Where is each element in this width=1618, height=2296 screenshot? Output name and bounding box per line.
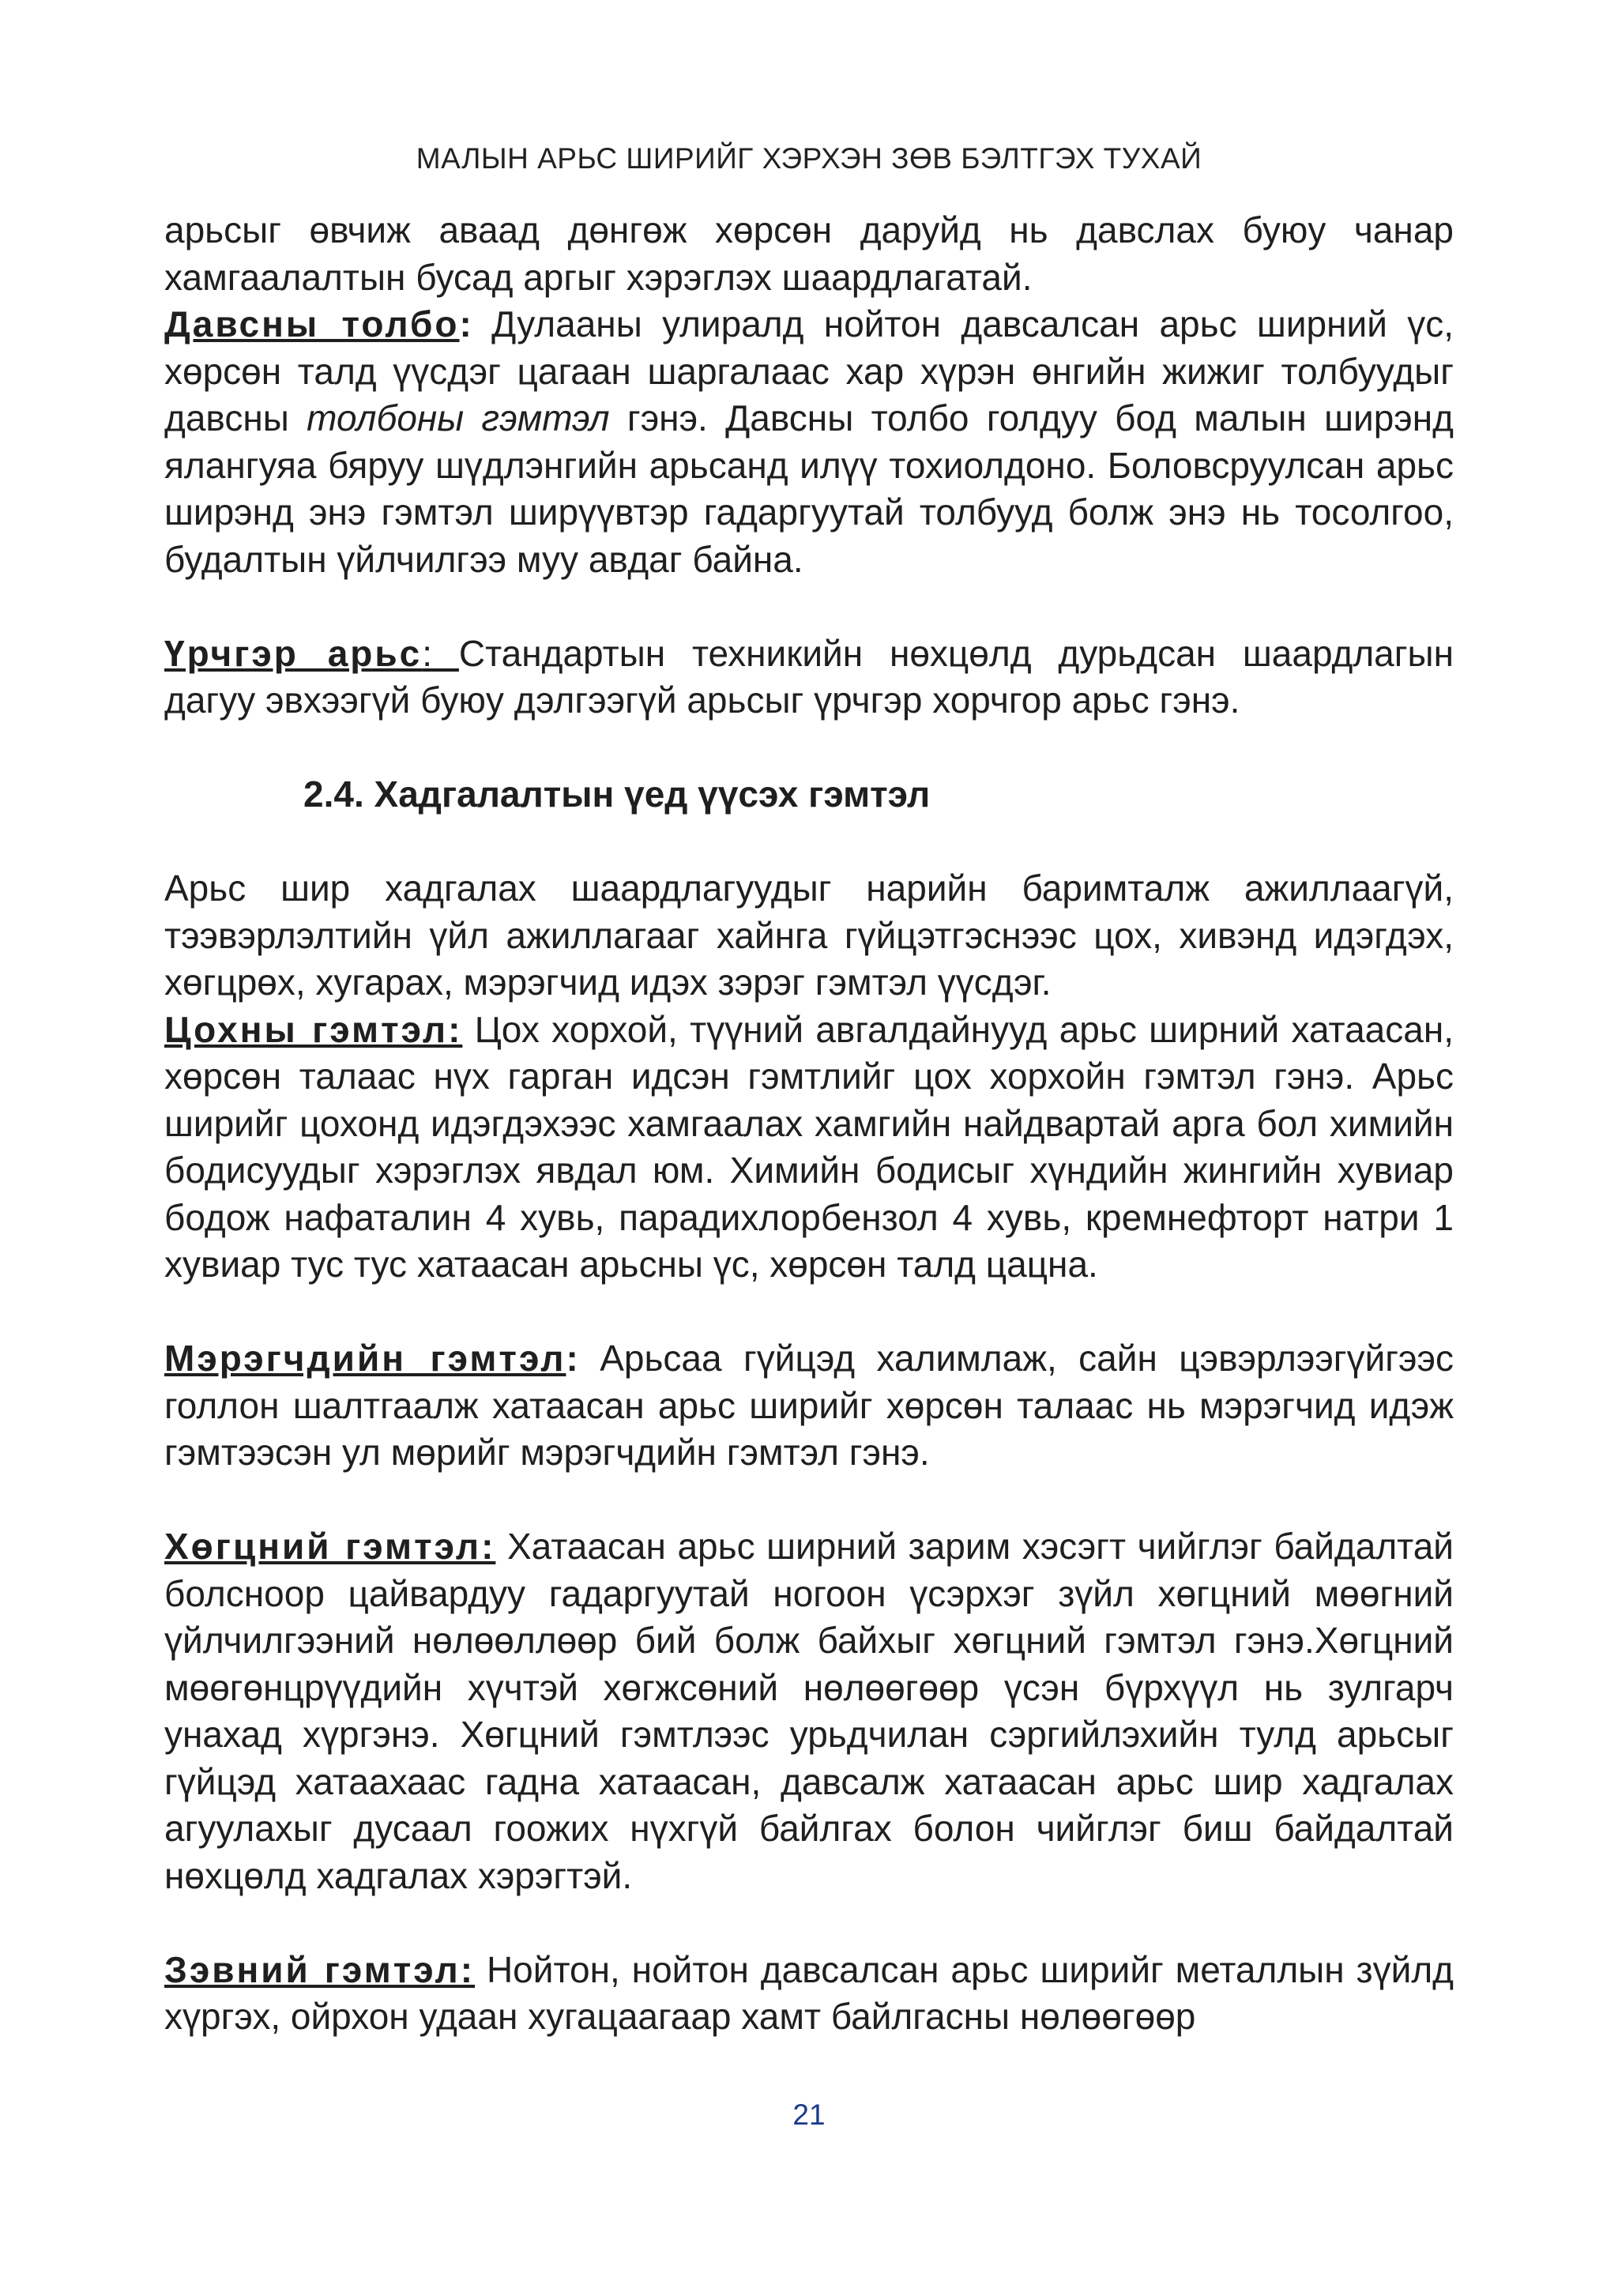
section-heading: 2.4. Хадгалалтын үед үүсэх гэмтэл: [303, 773, 931, 815]
term-beetle: Цохны гэмтэл:: [164, 1008, 463, 1050]
paragraph-rodent: [164, 1335, 1454, 1477]
paragraph-salt-stain: [164, 301, 1454, 583]
paragraph-gap: [164, 1899, 1454, 1947]
running-header: МАЛЫН АРЬС ШИРИЙГ ХЭРХЭН ЗӨВ БЭЛТГЭХ ТУХАЙ: [416, 142, 1202, 175]
term-mold: Хөгцний гэмтэл:: [164, 1526, 496, 1567]
paragraph-shrunk-hide: [164, 630, 1454, 725]
salt-stain-italic: толбоны гэмтэл: [307, 397, 610, 438]
term-colon: :: [566, 1338, 600, 1379]
paragraph-gap: [164, 1477, 1454, 1524]
paragraph-mold: [164, 1523, 1454, 1899]
term-shrunk-hide: Үрчгэр арьс: [164, 632, 423, 674]
paragraph-rust: [164, 1947, 1454, 2041]
salt-stain-text-before: Дулааны улиралд нойтон давсалсан арьс ширний үс, хөрсөн талд үүсдэг цагаан шаргалаас хар хүрэн өнгийн жижиг толбуудыг давсны: [164, 303, 1454, 438]
term-rust: Зэвний гэмтэл:: [164, 1948, 476, 1990]
beetle-text: Цох хорхой, түүний авгалдайнууд арьс ширний хатаасан, хөрсөн талаас нүх гарган идсэн гэмтлийг цох хорхойн гэмтэл гэнэ. Арьс ширийг цохонд идэгдэхээс хамгаалах хамгийн найдвартай арга бол химийн бодисуудыг хэрэглэх явдал юм. Химийн бодисыг хүндийн жингийн хувиар бодож нафаталин 4 хувь, парадихлорбензол 4 хувь, кремнефторт натри 1 хувиар тус тус хатаасан арьсны үс, хөрсөн талд цацна.: [164, 1008, 1454, 1285]
rust-text: Нойтон, нойтон давсалсан арьс ширийг металлын зүйлд хүргэх, ойрхон удаан хугацаагаар хамт байлгасны нөлөөгөөр: [164, 1948, 1454, 2037]
salt-stain-text-after: гэнэ. Давсны толбо голдуу бод малын ширэнд ялангуяа бяруу шүдлэнгийн арьсанд илүү тохиолдоно. Боловсруулсан арьс ширэнд энэ гэмтэл ширүүвтэр гадаргуутай толбууд болж энэ нь тосолгоо, будалтын үйлчилгээ муу авдаг байна.: [164, 397, 1454, 580]
term-colon: :: [422, 632, 459, 674]
shrunk-hide-text: Стандартын техникийн нөхцөлд дурьдсан шаардлагын дагуу эвхээгүй буюу дэлгээгүй арьсыг үрчгэр хорчгор арьс гэнэ.: [164, 632, 1454, 721]
term-rodent: Мэрэгчдийн гэмтэл: [164, 1338, 566, 1379]
rodent-text: Арьсаа гүйцэд халимлаж, сайн цэвэрлээгүйгээс голлон шалтгаалж хатаасан арьс ширийг хөрсөн талаас нь мэрэгчид идэж гэмтээсэн ул мөрийг мэрэгчдийн гэмтэл гэнэ.: [164, 1338, 1454, 1473]
paragraph-intro: арьсыг өвчиж аваад дөнгөж хөрсөн даруйд нь давслах буюу чанар хамгаалалтын бусад аргыг хэрэглэх шаардлагатай.: [164, 209, 1454, 298]
body-text: [164, 207, 1454, 2041]
paragraph-storage: Арьс шир хадгалах шаардлагуудыг нарийн баримталж ажиллаагүй, тээвэрлэлтийн үйл ажиллагааг хайнга гүйцэтгэснээс цох, хивэнд идэгдэх, хөгцрөх, хугарах, мэрэгчид идэх зэрэг гэмтэл үүсдэг.: [164, 868, 1454, 1003]
paragraph-gap: [164, 583, 1454, 630]
term-colon: :: [459, 303, 492, 344]
mold-text: Хатаасан арьс ширний зарим хэсэгт чийглэг байдалтай болсноор цайвардуу гадаргуутай ногоон үсэрхэг зүйл хөгцний мөөгний үйлчилгээний нөлөөллөөр бий болж байхыг хөгцний гэмтэл гэнэ.Хөгцний мөөгөнцрүүдийн хүчтэй хөгжсөний нөлөөгөөр үсэн бүрхүүл нь зулгарч унахад хүргэнэ. Хөгцний гэмтлээс урьдчилан сэргийлэхийн тулд арьсыг гүйцэд хатаахаас гадна хатаасан, давсалж хатаасан арьс шир хадгалах агуулахыг дусаал гоожих нүхгүй байлгах болон чийглэг биш байдалтай нөхцөлд хадгалах хэрэгтэй.: [164, 1526, 1454, 1896]
page-number: 21: [792, 2098, 826, 2131]
paragraph-beetle: [164, 1007, 1454, 1289]
paragraph-gap: [164, 819, 1454, 866]
term-salt-stain: Давсны толбо: [164, 303, 460, 344]
paragraph-gap: [164, 1289, 1454, 1336]
paragraph-gap: [164, 725, 1454, 772]
